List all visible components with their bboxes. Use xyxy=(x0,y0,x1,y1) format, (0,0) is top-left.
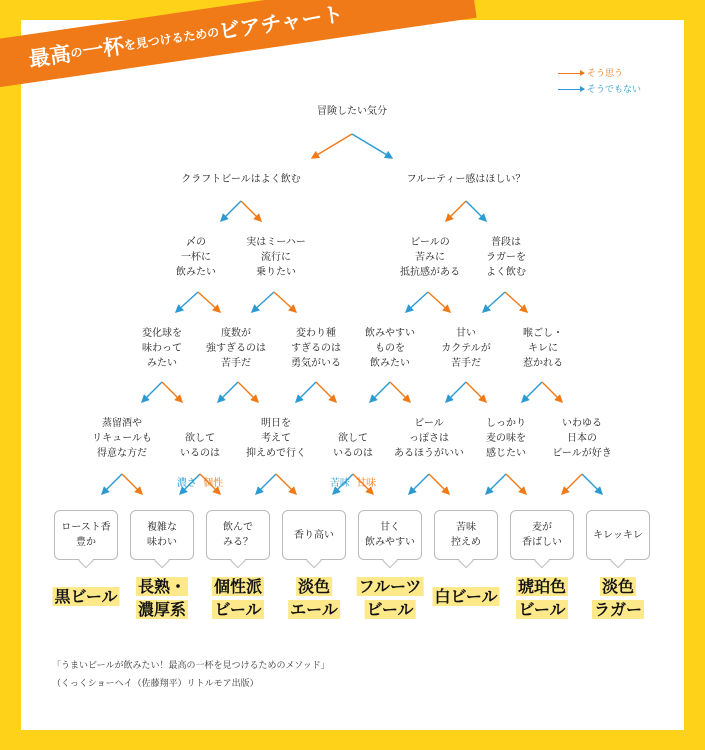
branch-arrow-left xyxy=(142,382,162,402)
question-hoshii-1 xyxy=(177,416,223,491)
branch-arrow-left xyxy=(370,382,390,402)
desc-box: 複雑な 味わい xyxy=(130,510,194,560)
result-beer xyxy=(288,575,340,621)
branch-arrow-left xyxy=(486,474,506,494)
branch-arrow-left xyxy=(406,292,428,312)
result-line: 淡色 xyxy=(601,577,635,596)
branch-arrow-left xyxy=(446,201,466,221)
desc-box: 麦が 香ばしい xyxy=(510,510,574,560)
branch-arrow-right xyxy=(506,474,526,494)
question-nodogoshi: 喉ごし・ キレに 惹かれる xyxy=(523,328,563,369)
branch-arrow-right xyxy=(162,382,182,402)
question-iwayuru: いわゆる 日本の ビールが好き xyxy=(552,418,612,459)
source-line-2: （くっくショーヘイ（佐藤翔平）リトルモア出版） xyxy=(52,679,259,689)
question-hoshii-1-text: 欲して いるのは xyxy=(179,433,220,459)
branch-arrow-right xyxy=(198,292,220,312)
option-amami: 甘味 xyxy=(356,478,377,489)
branch-arrow-left xyxy=(221,201,241,221)
question-nodo: 〆の 一杯に 飲みたい xyxy=(176,237,216,278)
branch-arrow-right xyxy=(274,292,296,312)
question-ashita: 明日を 考えて 抑えめで行く xyxy=(246,418,306,459)
branch-arrow-left xyxy=(312,134,352,158)
question-joryu: 蒸留酒や リキュールも 得意な方だ xyxy=(92,418,152,459)
desc-box: 飲んで みる？ xyxy=(206,510,270,560)
branch-arrow-left xyxy=(252,292,274,312)
question-nigami: ビールの 苦みに 抵抗感がある xyxy=(400,237,460,278)
result-beer xyxy=(52,585,119,608)
result-line: ビール xyxy=(366,600,414,619)
branch-arrow-left xyxy=(176,292,198,312)
desc-box: キレッキレ xyxy=(586,510,650,560)
title-part: を見つけるための xyxy=(122,24,220,53)
branch-arrow-right xyxy=(466,201,486,221)
result-beer xyxy=(357,575,424,621)
title-part: 一杯 xyxy=(80,33,126,64)
result-beer xyxy=(432,585,499,608)
desc-box: 香り高い xyxy=(282,510,346,560)
desc-box: ロースト香 豊か xyxy=(54,510,118,560)
result-line: フルーツ xyxy=(358,577,422,596)
result-line: エール xyxy=(290,600,338,619)
question-fruity: フルーティー感はほしい？ xyxy=(406,174,526,185)
branch-arrow-right xyxy=(428,292,450,312)
question-nomiyasui: 飲みやすい ものを 飲みたい xyxy=(365,328,415,369)
option-kosa: 濃さ xyxy=(176,478,197,489)
question-beerppo: ビール っぽさは あるほうがいい xyxy=(394,418,464,459)
result-line: 黒ビール xyxy=(54,587,118,606)
branch-arrow-right xyxy=(122,474,142,494)
result-line: 長熟・ xyxy=(137,577,187,596)
result-line: 個性派 xyxy=(213,577,263,596)
branch-arrow-left xyxy=(218,382,238,402)
result-beer xyxy=(592,575,644,621)
branch-arrow-left xyxy=(522,382,542,402)
result-line: ビール xyxy=(214,600,262,619)
question-root: 冒険したい気分 xyxy=(317,106,387,117)
branch-arrow-right xyxy=(276,474,296,494)
branch-arrow-left xyxy=(296,382,316,402)
question-shikkari: しっかり 麦の味を 感じたい xyxy=(486,418,526,459)
desc-box: 甘く 飲みやすい xyxy=(358,510,422,560)
question-henka: 変化球を 味わって みたい xyxy=(142,328,182,369)
title-part: ビアチャート xyxy=(217,1,345,44)
source-line-1: 「うまいビールが飲みたい！最高の一杯を見つけるためのメソッド」 xyxy=(52,661,330,671)
branch-arrow-left xyxy=(483,292,505,312)
result-line: ビール xyxy=(518,600,566,619)
branch-arrow-left xyxy=(102,474,122,494)
legend-yes-label: そう思う xyxy=(587,69,624,79)
branch-arrow-left xyxy=(562,474,582,494)
question-mihaa: 実はミーハー 流行に 乗りたい xyxy=(246,237,306,278)
question-hoshii-2 xyxy=(330,416,376,491)
question-dosu: 度数が 強すぎるのは 苦手だ xyxy=(206,328,266,369)
title-part: の xyxy=(69,44,84,61)
result-line: 濃厚系 xyxy=(137,600,187,619)
branch-arrow-right xyxy=(466,382,486,402)
result-beer xyxy=(516,575,568,621)
result-line: 琥珀色 xyxy=(517,577,567,596)
branch-arrow-right xyxy=(238,382,258,402)
question-kawari: 変わり種 すぎるのは 勇気がいる xyxy=(291,328,341,369)
branch-arrow-left xyxy=(446,382,466,402)
result-beer xyxy=(136,575,188,621)
question-amai: 甘い カクテルが 苦手だ xyxy=(441,328,491,369)
question-craft: クラフトビールはよく飲む xyxy=(181,174,301,185)
branch-arrow-right xyxy=(390,382,410,402)
question-lager: 普段は ラガーを よく飲む xyxy=(486,237,526,278)
desc-box: 苦味 控えめ xyxy=(434,510,498,560)
branch-arrow-right xyxy=(316,382,336,402)
title-part: 最高 xyxy=(27,41,73,72)
option-nigami: 苦味 xyxy=(329,478,350,489)
branch-arrow-right xyxy=(505,292,527,312)
branch-arrow-right xyxy=(582,474,602,494)
result-beer xyxy=(212,575,264,621)
result-line: 白ビール xyxy=(434,587,498,606)
branch-arrow-right xyxy=(542,382,562,402)
question-hoshii-2-text: 欲して いるのは xyxy=(332,433,373,459)
result-line: 淡色 xyxy=(297,577,330,596)
branch-arrow-right xyxy=(429,474,449,494)
legend-no-label: そうでもない xyxy=(587,85,642,95)
branch-arrow-left xyxy=(409,474,429,494)
branch-arrow-left xyxy=(256,474,276,494)
branch-arrow-right xyxy=(352,134,392,158)
branch-arrow-right xyxy=(241,201,261,221)
result-line: ラガー xyxy=(593,600,643,619)
option-kosei: 個性 xyxy=(203,478,224,489)
